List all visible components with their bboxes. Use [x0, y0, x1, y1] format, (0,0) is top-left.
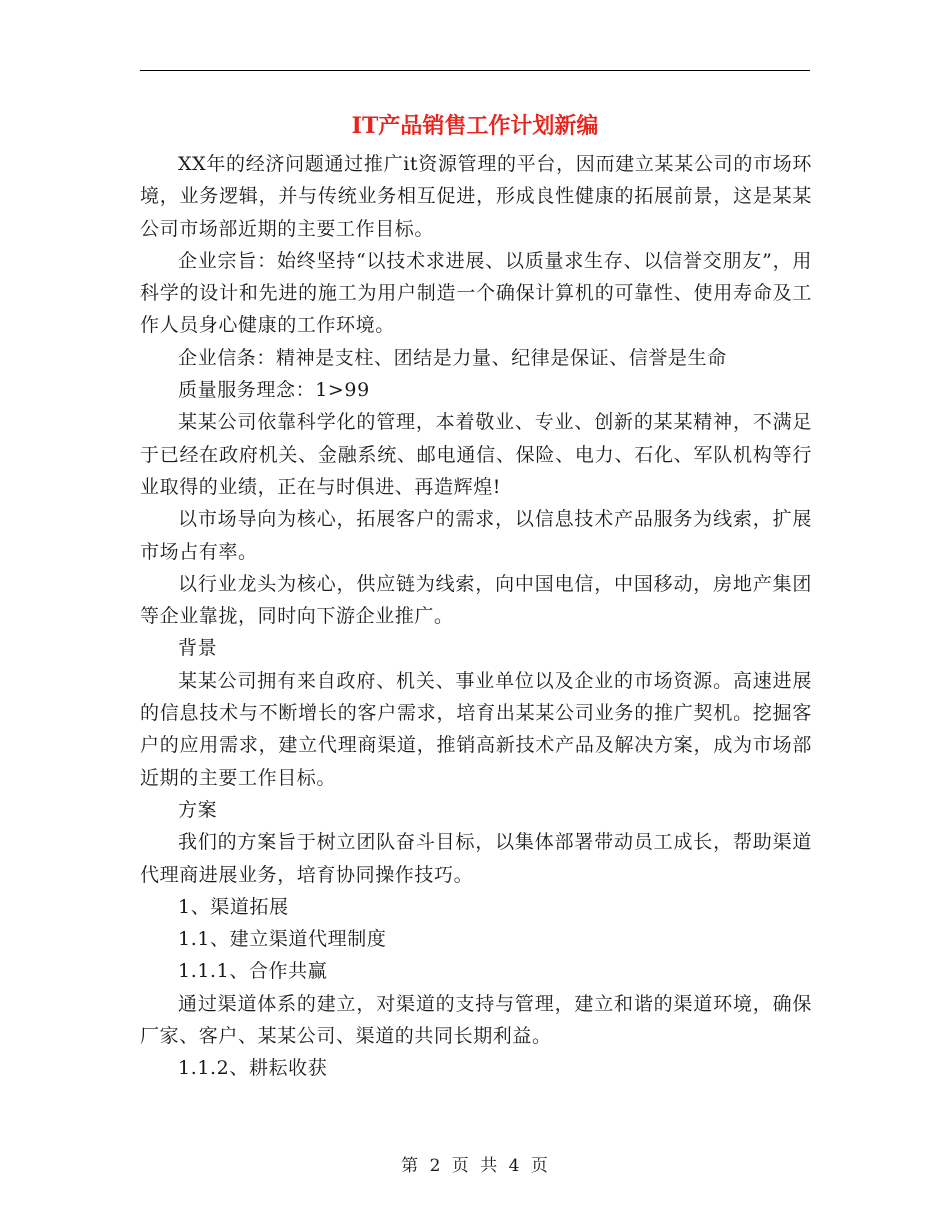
- document-title: IT产品销售工作计划新编: [351, 113, 599, 139]
- paragraph-intro: XX年的经济问题通过推广it资源管理的平台，因而建立某某公司的市场环境，业务逻辑，并与传统业务相互促进，形成良性健康的拓展前景，这是某某公司市场部近期的主要工作目标。: [140, 153, 812, 240]
- paragraph-market-orientation: 以市场导向为核心，拓展客户的需求，以信息技术产品服务为线索，扩展市场占有率。: [140, 508, 812, 563]
- heading-win-win: 1.1.1、合作共赢: [178, 960, 328, 983]
- heading-channel-expansion: 1、渠道拓展: [178, 895, 289, 918]
- section-heading-background: 背景: [178, 637, 218, 660]
- paragraph-background: 某某公司拥有来自政府、机关、事业单位以及企业的市场资源。高速进展的信息技术与不断增长的客户需求，培育出某某公司业务的推广契机。挖掘客户的应用需求，建立代理商渠道，推销高新技术产品及解决方案，成为市场部近期的主要工作目标。: [140, 669, 812, 789]
- paragraph-management: 某某公司依靠科学化的管理，本着敬业、专业、创新的某某精神，不满足于已经在政府机关、金融系统、邮电通信、保险、电力、石化、军队机构等行业取得的业绩，正在与时俱进、再造辉煌!: [140, 411, 812, 498]
- document-body: [140, 148, 812, 1085]
- heading-cultivate-harvest: 1.1.2、耕耘收获: [178, 1057, 328, 1080]
- paragraph-service-concept: 质量服务理念：1>99: [178, 379, 370, 402]
- header-rule: [140, 70, 810, 71]
- paragraph-channel-system: 通过渠道体系的建立，对渠道的支持与管理，建立和谐的渠道环境，确保厂家、客户、某某公司、渠道的共同长期利益。: [140, 992, 812, 1048]
- paragraph-industry-leaders: 以行业龙头为核心，供应链为线索，向中国电信，中国移动，房地产集团等企业靠拢，同时向下游企业推广。: [140, 572, 812, 628]
- heading-channel-agency-system: 1.1、建立渠道代理制度: [178, 928, 387, 951]
- section-heading-plan: 方案: [178, 798, 218, 821]
- page-number: 第 2 页 共 4 页: [401, 1156, 549, 1176]
- paragraph-creed: 企业信条：精神是支柱、团结是力量、纪律是保证、信誉是生命: [178, 346, 727, 369]
- paragraph-mission: 企业宗旨：始终坚持“以技术求进展、以质量求生存、以信誉交朋友”，用科学的设计和先进的施工为用户制造一个确保计算机的可靠性、使用寿命及工作人员身心健康的工作环境。: [140, 249, 812, 337]
- paragraph-plan: 我们的方案旨于树立团队奋斗目标，以集体部署带动员工成长，帮助渠道代理商进展业务，培育协同操作技巧。: [140, 831, 812, 886]
